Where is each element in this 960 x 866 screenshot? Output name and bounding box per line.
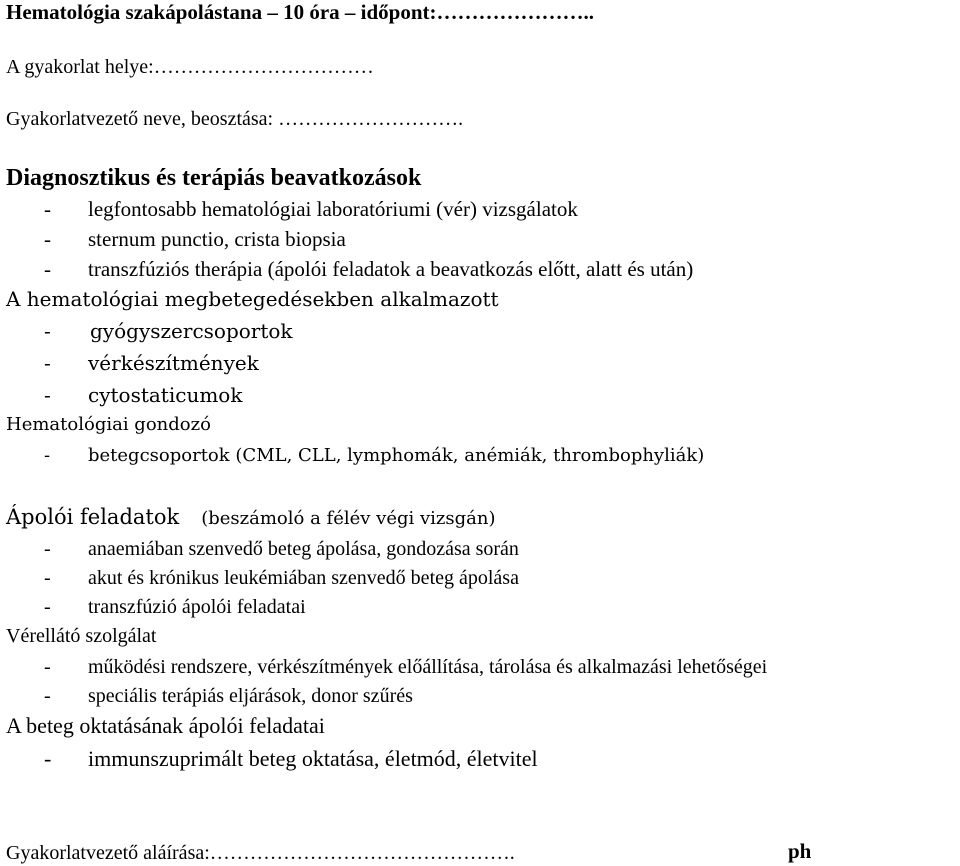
bullet-marker: -	[44, 351, 51, 375]
section-heading-note: (beszámoló a félév végi vizsgán)	[201, 508, 496, 529]
bullet-marker: -	[44, 596, 51, 618]
bullet-marker: -	[44, 567, 51, 589]
bullet-marker: -	[44, 197, 51, 221]
page-title: Hematológia szakápolástana – 10 óra – időpont:…………………..	[6, 0, 595, 24]
signature-field: Gyakorlatvezető aláírása:……………………………………….	[6, 842, 515, 864]
section-heading-medications: A hematológiai megbetegedésekben alkalmazott	[6, 287, 499, 311]
list-item-text: akut és krónikus leukémiában szenvedő beteg ápolása	[88, 567, 519, 589]
stamp-mark: ph	[788, 839, 812, 863]
list-item-text: működési rendszere, vérkészítmények előállítása, tárolása és alkalmazási lehetőségei	[88, 656, 768, 678]
list-item-text: gyógyszercsoportok	[90, 319, 293, 343]
list-item-text: anaemiában szenvedő beteg ápolása, gondozása során	[88, 538, 519, 560]
bullet-marker: -	[44, 538, 51, 560]
section-heading-diagnostics: Diagnosztikus és terápiás beavatkozások	[6, 165, 422, 191]
list-item-text: speciális terápiás eljárások, donor szűrés	[88, 685, 413, 707]
supervisor-field: Gyakorlatvezető neve, beosztása: ……………………….	[6, 108, 464, 130]
list-item-text: immunszuprimált beteg oktatása, életmód, életvitel	[88, 746, 538, 771]
bullet-marker: -	[44, 746, 52, 771]
bullet-marker: -	[44, 227, 51, 251]
section-heading-text: Ápolói feladatok	[6, 505, 180, 529]
bullet-marker: -	[44, 383, 51, 407]
section-heading-patient-education: A beteg oktatásának ápolói feladatai	[6, 713, 325, 738]
bullet-marker: -	[44, 445, 51, 466]
bullet-marker: -	[44, 257, 51, 281]
list-item-text: vérkészítmények	[88, 351, 259, 375]
section-heading-care-center: Hematológiai gondozó	[6, 414, 211, 435]
list-item-text: sternum punctio, crista biopsia	[88, 227, 346, 251]
bullet-marker: -	[44, 685, 51, 707]
bullet-marker: -	[44, 319, 51, 343]
section-heading-nursing-tasks	[6, 507, 496, 528]
list-item-text: transzfúziós therápia (ápolói feladatok a beavatkozás előtt, alatt és után)	[88, 257, 694, 281]
list-item-text: cytostaticumok	[88, 383, 243, 407]
list-item-text: legfontosabb hematológiai laboratóriumi (vér) vizsgálatok	[88, 197, 578, 221]
practice-place-field: A gyakorlat helye:……………………………	[6, 56, 374, 78]
list-item-text: transzfúzió ápolói feladatai	[88, 596, 306, 618]
section-heading-blood-service: Vérellátó szolgálat	[6, 625, 157, 647]
list-item-text: betegcsoportok (CML, CLL, lymphomák, anémiák, thrombophyliák)	[88, 445, 705, 466]
bullet-marker: -	[44, 656, 51, 678]
